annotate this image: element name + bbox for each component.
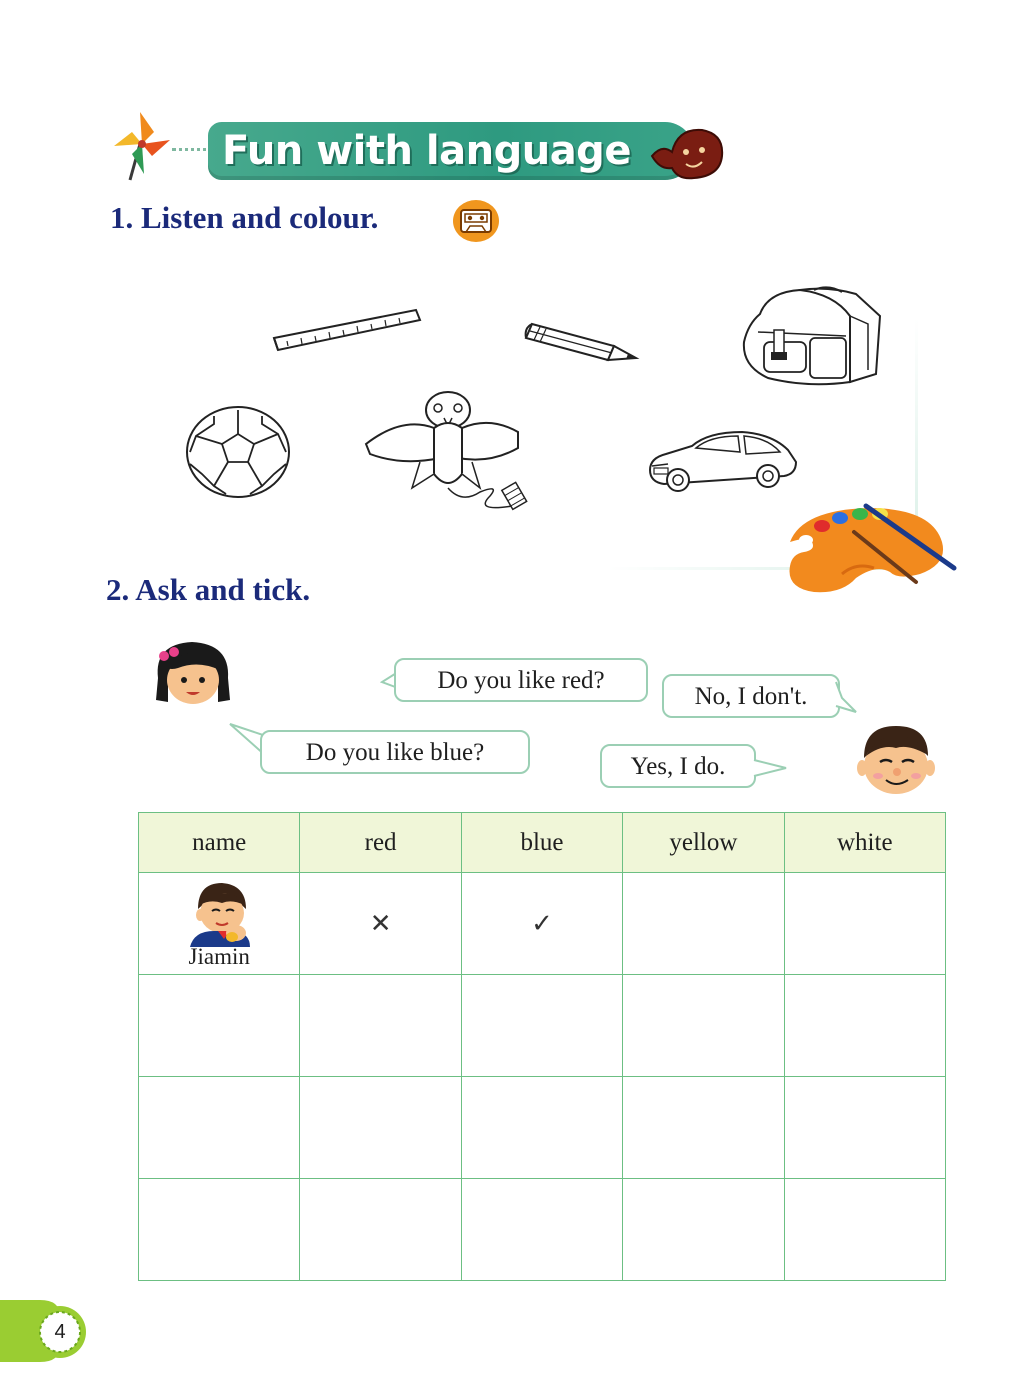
pencil-icon[interactable] xyxy=(522,316,640,366)
bubble-tail xyxy=(752,756,790,780)
table-row xyxy=(139,975,946,1077)
cell-white[interactable] xyxy=(784,1179,945,1281)
cell-name[interactable] xyxy=(139,975,300,1077)
cell-yellow[interactable] xyxy=(623,873,784,975)
girl-avatar xyxy=(148,638,236,708)
jiamin-avatar xyxy=(184,881,254,947)
schoolbag-icon[interactable] xyxy=(738,286,886,390)
page-title: Fun with language xyxy=(222,128,631,174)
student-name: Jiamin xyxy=(188,943,250,969)
column-header-blue: blue xyxy=(461,813,622,873)
ask-heading: 2. Ask and tick. xyxy=(106,572,311,607)
table-row xyxy=(139,1179,946,1281)
bubble-tail xyxy=(834,678,860,716)
name-cell xyxy=(139,873,300,975)
table-row xyxy=(139,873,946,975)
table-row xyxy=(139,1077,946,1179)
column-header-name: name xyxy=(139,813,300,873)
cell-yellow[interactable] xyxy=(623,1179,784,1281)
cell-name[interactable] xyxy=(139,1179,300,1281)
cell-yellow[interactable] xyxy=(623,1077,784,1179)
speech-bubble-question-blue: Do you like blue? xyxy=(260,730,530,774)
cell-blue[interactable] xyxy=(461,1179,622,1281)
car-icon[interactable] xyxy=(644,426,800,498)
cell-red[interactable] xyxy=(300,873,461,975)
cross-mark: ✕ xyxy=(369,908,392,939)
cell-blue[interactable] xyxy=(461,873,622,975)
table-header-row xyxy=(139,813,946,873)
cell-yellow[interactable] xyxy=(623,975,784,1077)
column-header-red: red xyxy=(300,813,461,873)
cell-blue[interactable] xyxy=(461,975,622,1077)
mask-face-icon xyxy=(648,122,726,184)
speech-bubble-question-red: Do you like red? xyxy=(394,658,648,702)
cell-red[interactable] xyxy=(300,1077,461,1179)
tick-mark: ✓ xyxy=(531,908,553,939)
football-icon[interactable] xyxy=(184,404,292,500)
cell-white[interactable] xyxy=(784,975,945,1077)
cell-red[interactable] xyxy=(300,975,461,1077)
listen-heading: 1. Listen and colour. xyxy=(110,200,379,235)
column-header-white: white xyxy=(784,813,945,873)
section-banner xyxy=(110,108,730,188)
boy-avatar xyxy=(856,722,936,798)
survey-table xyxy=(138,812,946,1281)
ruler-icon[interactable] xyxy=(268,304,424,354)
cell-white[interactable] xyxy=(784,1077,945,1179)
speech-bubble-answer-yes: Yes, I do. xyxy=(600,744,756,788)
kite-icon[interactable] xyxy=(362,388,558,532)
cell-white[interactable] xyxy=(784,873,945,975)
cassette-tape-icon[interactable] xyxy=(452,199,500,243)
paint-palette-icon xyxy=(782,502,962,602)
pinwheel-icon xyxy=(110,108,174,184)
cell-name[interactable] xyxy=(139,1077,300,1179)
column-header-yellow: yellow xyxy=(623,813,784,873)
speech-bubble-answer-no: No, I don't. xyxy=(662,674,840,718)
cell-red[interactable] xyxy=(300,1179,461,1281)
page-number: 4 xyxy=(54,1321,66,1343)
cell-blue[interactable] xyxy=(461,1077,622,1179)
